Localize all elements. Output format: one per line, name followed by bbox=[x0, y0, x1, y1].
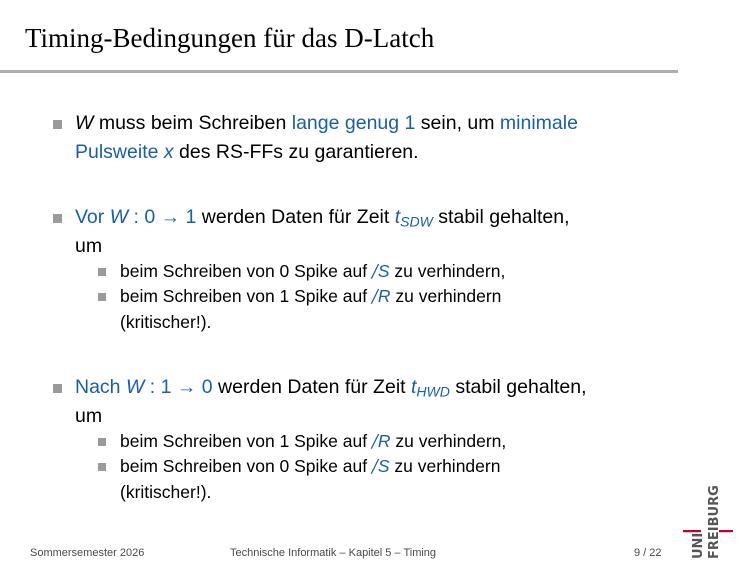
sub-item-2-2: beim Schreiben von 1 Spike auf /R zu verhindern (kritischer!). bbox=[120, 284, 640, 335]
bullet-item-1: W muss beim Schreiben lange genug 1 sein, um minimale Pulsweite x des RS-FFs zu garantieren. bbox=[75, 109, 675, 167]
highlight-minimale: minimale bbox=[499, 112, 578, 134]
logo-text-uni: UNI bbox=[691, 532, 706, 559]
footer-semester: Sommersemester 2026 bbox=[30, 547, 145, 559]
highlight-pulsweite: Pulsweite bbox=[75, 141, 164, 163]
sub-item-2-1: beim Schreiben von 0 Spike auf /S zu verhindern, bbox=[120, 259, 640, 285]
time-var: $t_{SDW}$ bbox=[394, 206, 433, 230]
transition-0-1: : 0 → 1 bbox=[128, 206, 197, 228]
sub-item-3-1: beim Schreiben von 1 Spike auf /R zu verhindern, bbox=[120, 429, 640, 455]
slide-title: Timing-Bedingungen für das D-Latch bbox=[25, 23, 435, 53]
signal-w: W bbox=[75, 112, 94, 134]
sub-item-3-2: beim Schreiben von 0 Spike auf /S zu verhindern (kritischer!). bbox=[120, 454, 640, 505]
uni-freiburg-logo bbox=[683, 479, 733, 559]
bullet-square bbox=[53, 120, 62, 129]
bullet-item-3: Nach W : 1 → 0 werden Daten für Zeit $t_{HWD}$ stabil gehalten, um bbox=[75, 373, 675, 431]
bullet-square bbox=[98, 463, 106, 471]
transition-1-0: : 1 → 0 bbox=[144, 376, 213, 398]
signal-r: R bbox=[377, 431, 391, 451]
title-divider bbox=[0, 70, 678, 73]
logo-text-freiburg: FREIBURG bbox=[707, 485, 722, 559]
logo-red-bar-left bbox=[683, 530, 701, 532]
highlight-vor: Vor bbox=[75, 206, 110, 228]
signal-w: W bbox=[125, 376, 145, 398]
footer-course: Technische Informatik – Kapitel 5 – Timing bbox=[230, 547, 437, 559]
highlight-lange-genug: lange genug 1 bbox=[291, 112, 416, 134]
bullet-square bbox=[98, 438, 106, 446]
variable-x: x bbox=[163, 141, 174, 163]
bullet-item-2: Vor W : 0 → 1 werden Daten für Zeit $t_{SDW}$ stabil gehalten, um bbox=[75, 203, 675, 261]
signal-s: S bbox=[377, 456, 390, 476]
signal-s: S bbox=[377, 261, 390, 281]
signal-w: W bbox=[109, 206, 129, 228]
footer-page-number: 9 / 22 bbox=[634, 547, 662, 559]
bullet-square bbox=[53, 214, 62, 223]
signal-r: R bbox=[377, 286, 391, 306]
highlight-nach: Nach bbox=[75, 376, 126, 398]
bullet-square bbox=[98, 293, 106, 301]
bullet-square bbox=[98, 268, 106, 276]
bullet-square bbox=[53, 384, 62, 393]
time-var: $t_{HWD}$ bbox=[410, 376, 450, 400]
